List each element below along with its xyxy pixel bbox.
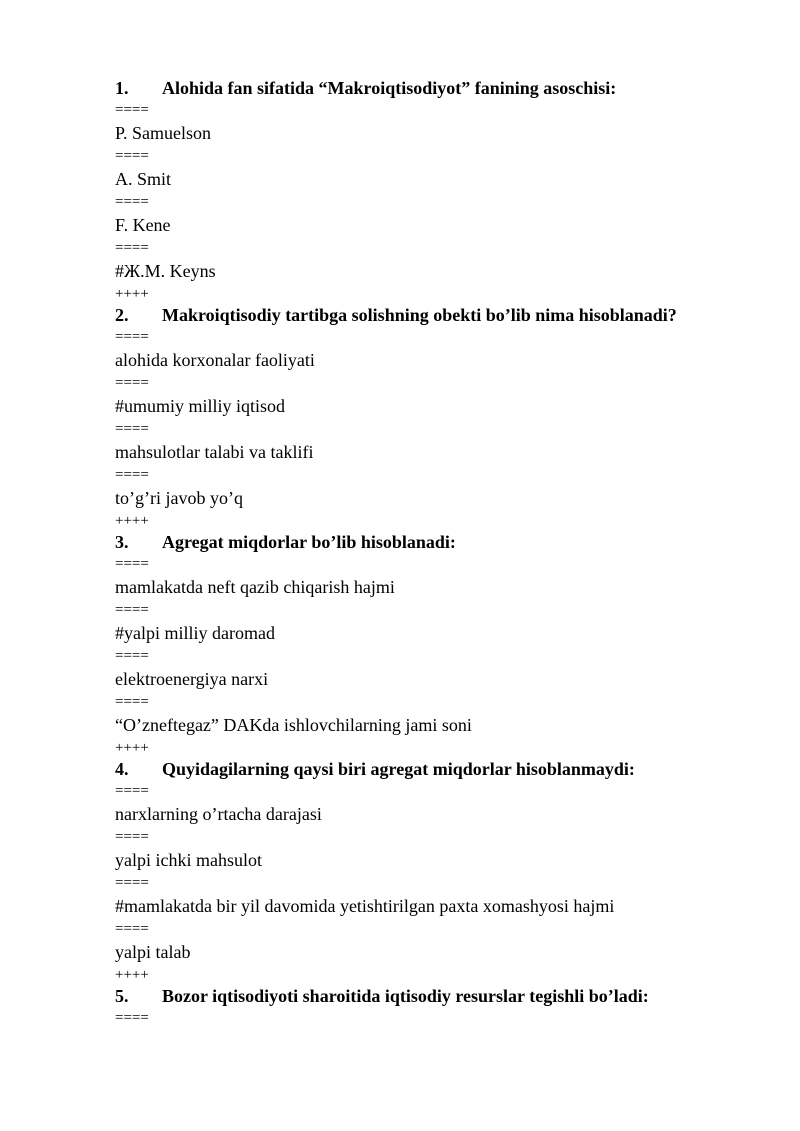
separator: ==== [115, 556, 149, 572]
answer-option-correct: #mamlakatda bir yil davomida yetishtirilgan paxta xomashyosi hajmi [115, 896, 615, 916]
answer-option-correct: #Ж.М. Keyns [115, 261, 216, 281]
question-5 [115, 985, 735, 1008]
answer-option-correct: #umumiy milliy iqtisod [115, 396, 286, 416]
question-text: Makroiqtisodiy tartibga solishning obekti bo’lib nima hisoblanadi? [162, 305, 677, 325]
separator: ==== [115, 329, 149, 345]
answer-option: yalpi ichki mahsulot [115, 850, 262, 870]
answer-option: “O’zneftegaz” DAKda ishlovchilarning jami soni [115, 715, 472, 735]
question-text: Bozor iqtisodiyoti sharoitida iqtisodiy resurslar tegishli bo’ladi: [162, 986, 649, 1006]
question-number: 4. [115, 759, 129, 779]
answer-option: narxlarning o’rtacha darajasi [115, 804, 322, 824]
answer-option: mamlakatda neft qazib chiqarish hajmi [115, 577, 395, 597]
separator: ==== [115, 921, 149, 937]
question-number: 1. [115, 78, 129, 98]
separator: ==== [115, 240, 149, 256]
question-text: Alohida fan sifatida “Makroiqtisodiyot” fanining asoschisi: [162, 78, 617, 98]
separator: ==== [115, 694, 149, 710]
question-text: Agregat miqdorlar bo’lib hisoblanadi: [162, 532, 456, 552]
end-marker: ++++ [115, 967, 149, 983]
answer-option: elektroenergiya narxi [115, 669, 269, 689]
question-4 [115, 758, 735, 781]
answer-option: to’g’ri javob yo’q [115, 488, 243, 508]
separator: ==== [115, 875, 149, 891]
question-3 [115, 531, 735, 554]
separator: ==== [115, 648, 149, 664]
end-marker: ++++ [115, 513, 149, 529]
separator: ==== [115, 783, 149, 799]
separator: ==== [115, 148, 149, 164]
test-document [115, 77, 735, 1028]
answer-option: alohida korxonalar faoliyati [115, 350, 315, 370]
end-marker: ++++ [115, 286, 149, 302]
separator: ==== [115, 602, 149, 618]
separator: ==== [115, 467, 149, 483]
question-1 [115, 77, 735, 100]
separator: ==== [115, 829, 149, 845]
answer-option: F. Kene [115, 215, 171, 235]
answer-option: yalpi talab [115, 942, 191, 962]
question-2 [115, 304, 735, 327]
separator: ==== [115, 102, 149, 118]
end-marker: ++++ [115, 740, 149, 756]
separator: ==== [115, 194, 149, 210]
question-number: 3. [115, 532, 129, 552]
answer-option: mahsulotlar talabi va taklifi [115, 442, 314, 462]
question-text: Quyidagilarning qaysi biri agregat miqdorlar hisoblanmaydi: [162, 759, 635, 779]
answer-option: A. Smit [115, 169, 172, 189]
answer-option-correct: #yalpi milliy daromad [115, 623, 275, 643]
question-number: 2. [115, 305, 129, 325]
separator: ==== [115, 375, 149, 391]
question-number: 5. [115, 986, 129, 1006]
separator: ==== [115, 1010, 149, 1026]
separator: ==== [115, 421, 149, 437]
answer-option: P. Samuelson [115, 123, 212, 143]
